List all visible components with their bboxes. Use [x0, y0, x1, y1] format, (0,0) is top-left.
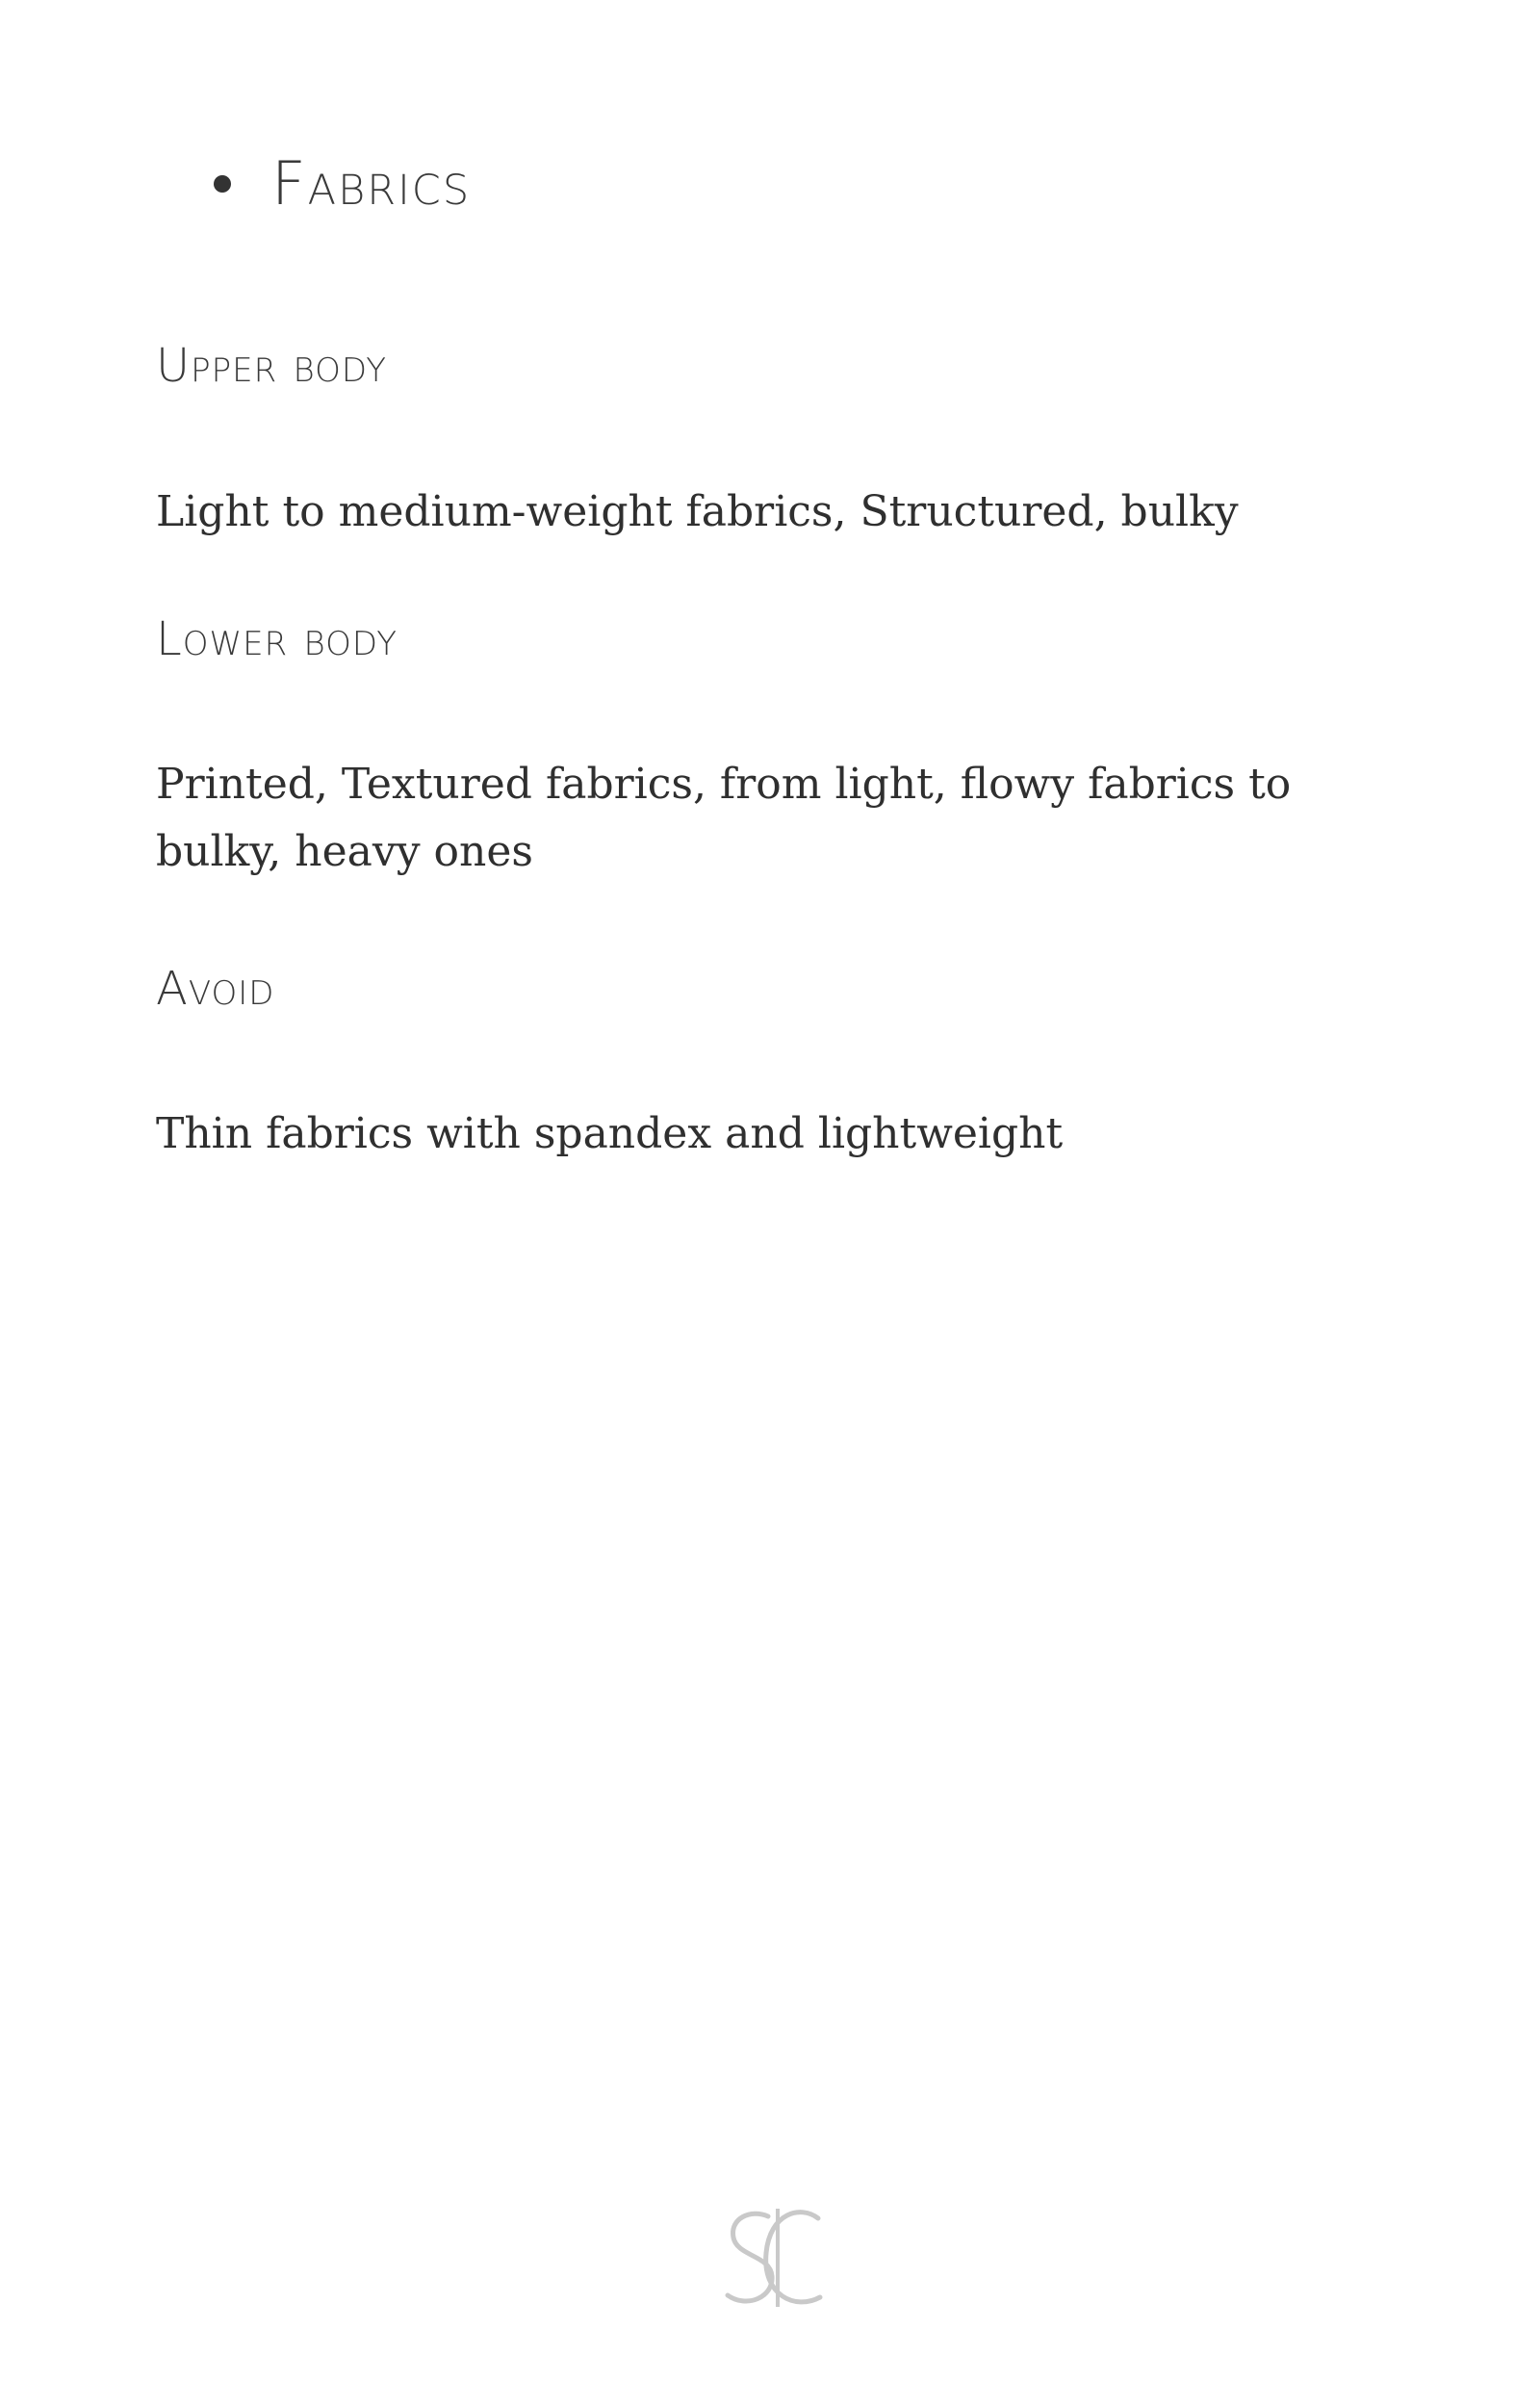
section-bullet-item — [214, 148, 472, 219]
sc-monogram-logo — [712, 2195, 837, 2320]
avoid-text: Thin fabrics with spandex and lightweight — [156, 1109, 1064, 1158]
bullet-icon — [214, 175, 231, 193]
lower-body-text: Printed, Textured fabrics, from light, flowy fabrics to bulky, heavy ones — [156, 760, 1292, 876]
avoid-heading: Avoid — [156, 962, 275, 1016]
upper-body-heading: Upper body — [156, 339, 388, 393]
lower-body-heading: Lower body — [156, 612, 398, 666]
section-title: Fabrics — [271, 148, 472, 219]
upper-body-text: Light to medium-weight fabrics, Structured, bulky — [156, 487, 1239, 536]
